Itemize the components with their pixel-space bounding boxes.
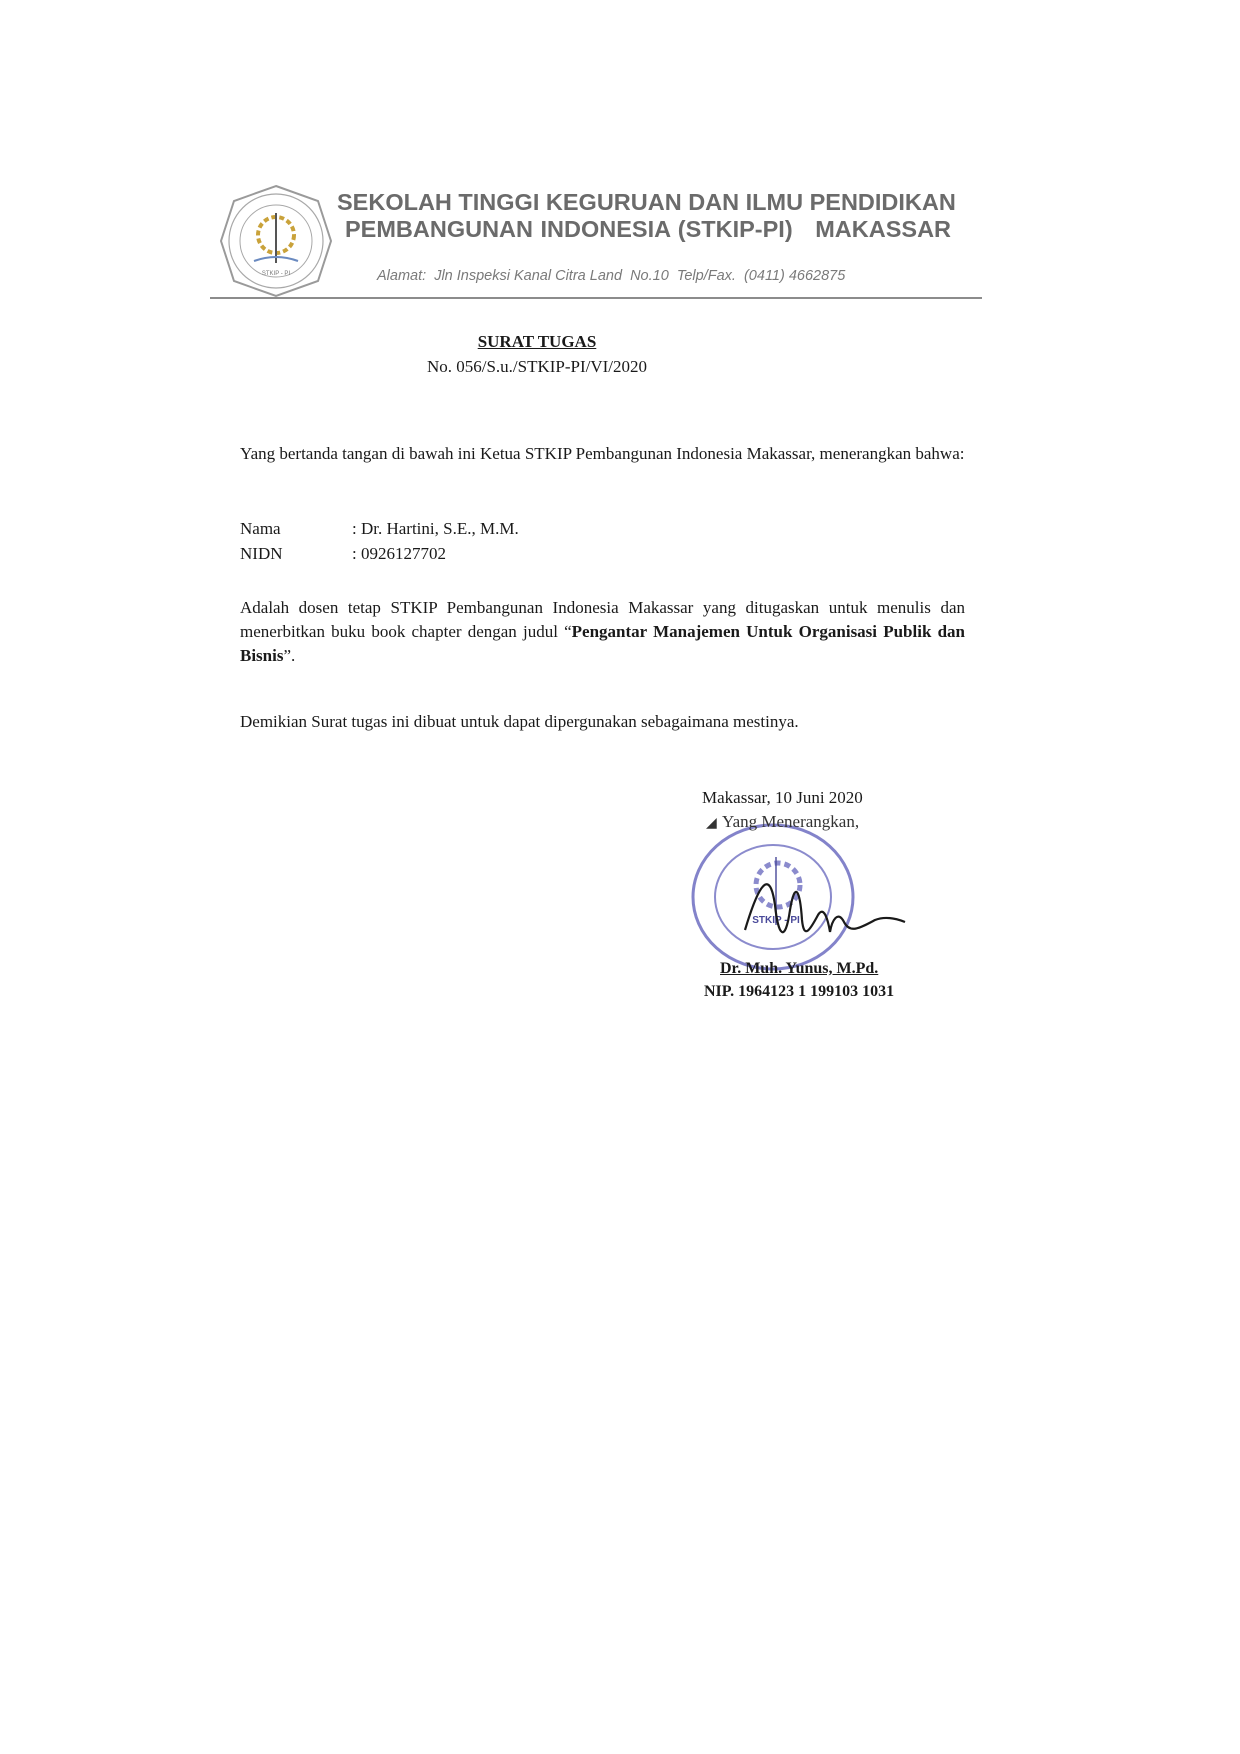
book-title: Pengantar Manajemen Untuk Organisasi Publik dan Bisnis — [240, 622, 965, 665]
main-text-after: ”. — [283, 646, 296, 665]
closing-paragraph: Demikian Surat tugas ini dibuat untuk dapat dipergunakan sebagaimana mestinya. — [240, 712, 799, 731]
field-value: : Dr. Hartini, S.E., M.M. — [352, 519, 519, 538]
field-label: Nama — [240, 519, 281, 538]
handwritten-signature — [740, 860, 910, 960]
institution-address: Alamat: Jln Inspeksi Kanal Citra Land No.10 Telp/Fax. (0411) 4662875 — [377, 268, 846, 284]
field-value: : 0926127702 — [352, 544, 446, 563]
institution-line-1: SEKOLAH TINGGI KEGURUAN DAN ILMU PENDIDIKAN — [337, 189, 956, 215]
stamp-text: STKIP - PI — [752, 915, 800, 926]
signature-role: Yang Menerangkan, — [722, 812, 860, 831]
institution-logo — [218, 183, 334, 299]
intro-paragraph: Yang bertanda tangan di bawah ini Ketua STKIP Pembangunan Indonesia Makassar, menerangkan bahwa: — [240, 444, 965, 463]
logo-text: STKIP - PI — [261, 271, 291, 277]
field-row-nama — [240, 516, 519, 541]
identity-fields — [240, 516, 519, 566]
letterhead-divider — [210, 297, 982, 299]
signatory-name: Dr. Muh. Yunus, M.Pd. — [720, 960, 879, 977]
institution-line-2: PEMBANGUNAN INDONESIA (STKIP-PI) MAKASSAR — [345, 216, 952, 242]
signature-place-date: Makassar, 10 Juni 2020 — [702, 788, 863, 807]
field-label: NIDN — [240, 544, 283, 563]
signatory-nip: NIP. 1964123 1 199103 1031 — [704, 983, 895, 1000]
main-text-before: Adalah dosen tetap STKIP Pembangunan Indonesia Makassar yang ditugaskan untuk menulis dan menerbitkan buku book chapter dengan judul “ — [240, 598, 965, 641]
institution-name — [337, 189, 957, 243]
document-title: SURAT TUGAS — [477, 332, 597, 351]
field-row-nidn — [240, 541, 519, 566]
document-number: No. 056/S.u./STKIP-PI/VI/2020 — [426, 357, 648, 376]
main-paragraph — [240, 596, 965, 668]
role-mark-icon: ◢ — [706, 816, 717, 831]
